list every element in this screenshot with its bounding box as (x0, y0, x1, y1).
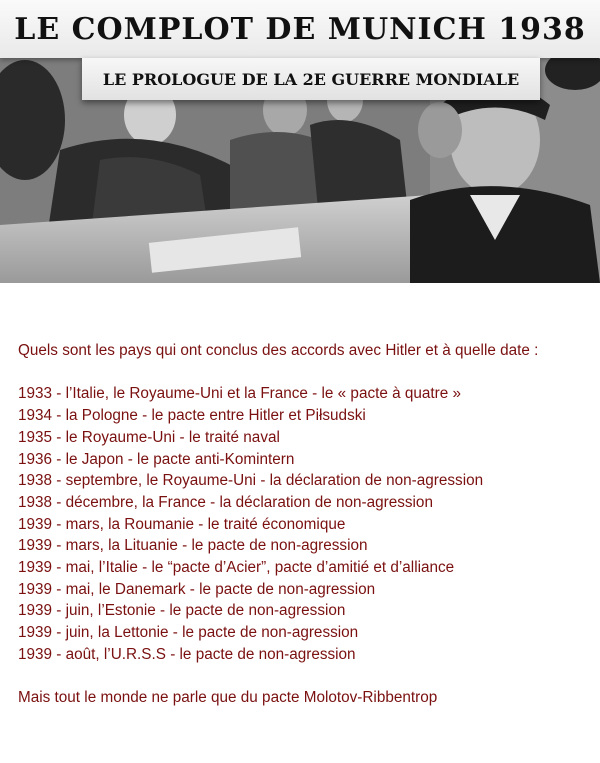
page-subtitle: LE PROLOGUE DE LA 2E GUERRE MONDIALE (102, 69, 520, 89)
list-item: 1939 - mai, l’Italie - le “pacte d’Acier”, pacte d’amitié et d’alliance (18, 559, 455, 577)
page-title: LE COMPLOT DE MUNICH 1938 (14, 11, 586, 47)
subtitle-banner (82, 58, 540, 100)
header-photo (0, 0, 600, 283)
list-item: 1934 - la Pologne - le pacte entre Hitler et Piłsudski (18, 407, 366, 425)
title-banner (0, 0, 600, 58)
conclusion-text: Mais tout le monde ne parle que du pacte Molotov-Ribbentrop (18, 689, 438, 707)
list-item: 1939 - mai, le Danemark - le pacte de non-agression (18, 580, 376, 598)
list-item: 1939 - juin, la Lettonie - le pacte de non-agression (18, 624, 359, 642)
agreements-list (18, 383, 593, 665)
spacer (18, 362, 593, 384)
list-item: 1939 - août, l’U.R.S.S - le pacte de non-agression (18, 645, 356, 663)
list-item: 1935 - le Royaume-Uni - le traité naval (18, 428, 280, 446)
list-item: 1933 - l’Italie, le Royaume-Uni et la France - le « pacte à quatre » (18, 385, 461, 403)
list-item: 1939 - juin, l’Estonie - le pacte de non-agression (18, 602, 346, 620)
question-text: Quels sont les pays qui ont conclus des accords avec Hitler et à quelle date : (18, 342, 539, 359)
list-item: 1938 - septembre, le Royaume-Uni - la déclaration de non-agression (18, 472, 484, 490)
list-item: 1936 - le Japon - le pacte anti-Komintern (18, 450, 295, 468)
spacer (18, 666, 593, 688)
list-item: 1939 - mars, la Roumanie - le traité économique (18, 515, 346, 533)
article-text (18, 340, 593, 709)
list-item: 1938 - décembre, la France - la déclaration de non-agression (18, 493, 433, 511)
list-item: 1939 - mars, la Lituanie - le pacte de non-agression (18, 537, 368, 555)
